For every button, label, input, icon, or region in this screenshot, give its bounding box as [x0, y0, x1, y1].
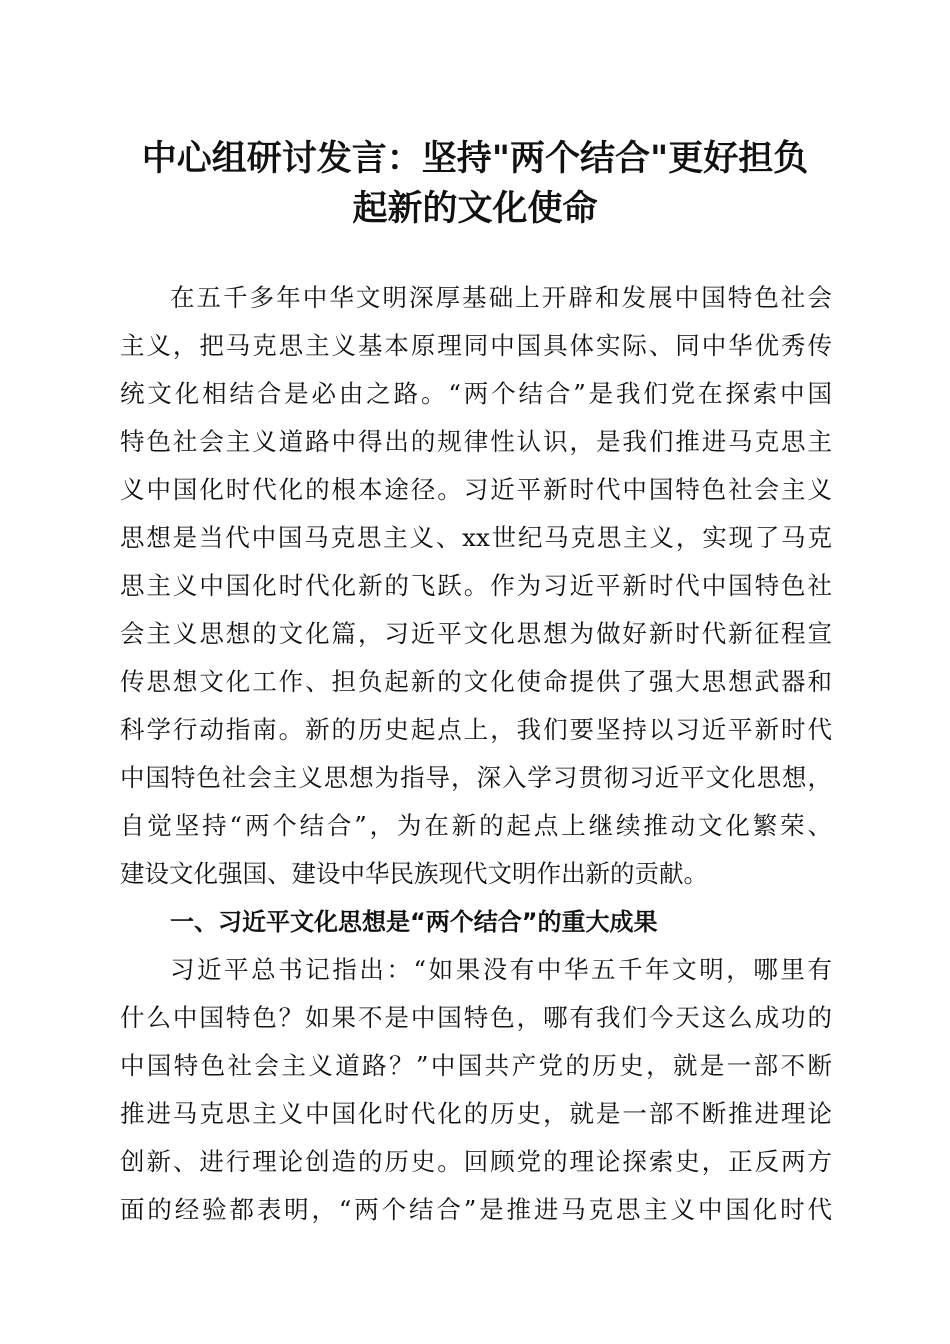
paragraph-line: 思想是当代中国马克思主义、xx世纪马克思主义，实现了马克 — [120, 523, 832, 552]
document-title-line-1: 中心组研讨发言：坚持"两个结合"更好担负 — [141, 138, 809, 179]
paragraph-line: 什么中国特色？如果不是中国特色，哪有我们今天这么成功的 — [120, 1003, 832, 1032]
paragraph-line: 中国特色社会主义道路？”中国共产党的历史，就是一部不断 — [120, 1051, 832, 1080]
document-title-line-2: 起新的文化使命 — [352, 188, 598, 229]
paragraph-line: 思主义中国化时代化新的飞跃。作为习近平新时代中国特色社 — [120, 571, 832, 600]
paragraph-line: 中国特色社会主义思想为指导，深入学习贯彻习近平文化思想， — [120, 763, 832, 792]
paragraph-line: 在五千多年中华文明深厚基础上开辟和发展中国特色社会 — [170, 283, 832, 312]
section-heading-1: 一、习近平文化思想是“两个结合”的重大成果 — [170, 908, 658, 936]
paragraph-line: 统文化相结合是必由之路。“两个结合”是我们党在探索中国 — [120, 379, 832, 408]
paragraph-line: 义中国化时代化的根本途径。习近平新时代中国特色社会主义 — [120, 475, 832, 504]
paragraph-line: 主义，把马克思主义基本原理同中国具体实际、同中华优秀传 — [120, 331, 832, 360]
paragraph-line: 习近平总书记指出：“如果没有中华五千年文明，哪里有 — [170, 955, 832, 984]
paragraph-line: 科学行动指南。新的历史起点上，我们要坚持以习近平新时代 — [120, 715, 832, 744]
paragraph-line: 推进马克思主义中国化时代化的历史，就是一部不断推进理论 — [120, 1099, 832, 1128]
paragraph-line: 会主义思想的文化篇，习近平文化思想为做好新时代新征程宣 — [120, 619, 832, 648]
paragraph-line: 面的经验都表明，“两个结合”是推进马克思主义中国化时代 — [120, 1195, 832, 1224]
paragraph-line: 特色社会主义道路中得出的规律性认识，是我们推进马克思主 — [120, 427, 832, 456]
paragraph-line: 传思想文化工作、担负起新的文化使命提供了强大思想武器和 — [120, 667, 832, 696]
paragraph-line: 自觉坚持“两个结合”，为在新的起点上继续推动文化繁荣、 — [120, 811, 832, 840]
paragraph-line: 建设文化强国、建设中华民族现代文明作出新的贡献。 — [120, 859, 708, 888]
paragraph-line: 创新、进行理论创造的历史。回顾党的理论探索史，正反两方 — [120, 1147, 832, 1176]
